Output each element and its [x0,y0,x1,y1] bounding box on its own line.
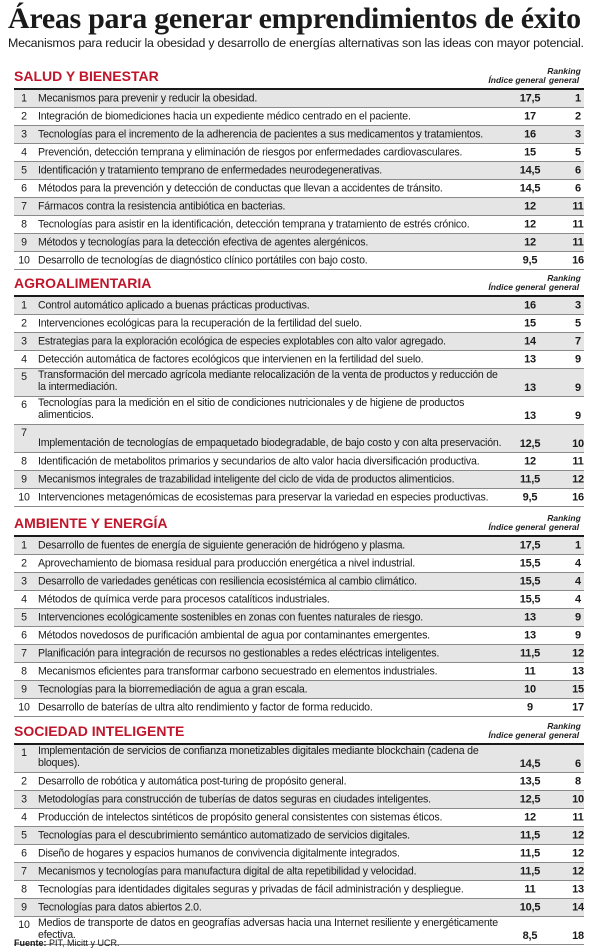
row-number: 8 [21,454,27,467]
table-row [14,471,584,489]
row-index-value: 11,5 [519,864,540,877]
row-description: Tecnologías para el descubrimiento semántico automatizado de servicios digitales. [38,828,410,841]
table-row [14,351,584,369]
row-ranking-value: 9 [575,628,581,641]
row-index-value: 12 [524,810,536,823]
row-description: Desarrollo de fuentes de energía de siguiente generación de hidrógeno y plasma. [38,538,406,551]
row-description: Implementación de servicios de confianza monetizables digitales mediante blockchain (cadena de bloques). [38,745,479,769]
row-index-value: 13 [524,381,536,394]
row-number: 6 [21,846,27,859]
row-number: 4 [21,592,27,605]
row-number: 6 [21,628,27,641]
row-ranking-value: 12 [572,864,584,877]
column-header-index: Índice general [488,730,546,740]
section-title: SALUD Y BIENESTAR [14,68,159,84]
row-description: Integración de biomediciones hacia un expediente médico centrado en el paciente. [38,109,411,122]
row-index-value: 11,5 [519,646,540,659]
row-ranking-value: 10 [572,792,584,805]
row-index-value: 14,5 [519,163,541,176]
table-row [14,234,584,252]
table-row [14,126,584,144]
row-number: 9 [21,682,27,695]
row-ranking-value: 1 [575,538,581,551]
row-description: Tecnologías para el incremento de la adherencia de pacientes a sus medicamentos y tratamientos. [38,127,484,140]
table-row [14,180,584,198]
row-index-value: 12,5 [519,437,541,450]
row-description: Aprovechamiento de biomasa residual para producción energética a nivel industrial. [38,556,415,569]
row-description: Métodos para la prevención y detección de conductas que llevan a accidentes de tránsito. [38,181,443,194]
table-row [14,591,584,609]
row-description: Métodos novedosos de purificación ambiental de agua por contaminantes emergentes. [38,628,430,641]
column-header-index: Índice general [488,522,546,532]
row-index-value: 9 [527,700,533,713]
row-index-value: 12 [524,454,536,467]
row-number: 4 [21,352,27,365]
row-ranking-value: 18 [572,929,584,942]
row-ranking-value: 12 [572,846,584,859]
table-row [14,609,584,627]
table-row [14,773,584,791]
column-header-ranking: Ranking general [547,66,581,85]
row-index-value: 11,5 [519,828,540,841]
row-ranking-value: 3 [575,298,581,311]
row-description: Mecanismos para prevenir y reducir la obesidad. [38,91,258,104]
row-ranking-value: 5 [575,316,581,329]
table-row [14,198,584,216]
row-number: 1 [21,538,27,551]
row-description: Mecanismos y tecnologías para manufactura digital de alta repetibilidad y velocidad. [38,864,417,877]
row-number: 9 [21,900,27,913]
row-index-value: 12,5 [519,792,541,805]
table-row [14,297,584,315]
row-description: Intervenciones metagenómicas de ecosistemas para preservar la variedad en especies productivas. [38,490,489,503]
section-header [14,713,584,745]
row-description: Transformación del mercado agrícola mediante relocalización de la venta de productos y reducción de la intermediación. [38,369,498,393]
row-number: 4 [21,810,27,823]
table-row [14,216,584,234]
row-description: Tecnologías para la medición en el sitio de condiciones nutricionales y de higiene de productos alimenticios. [38,397,465,421]
section-2 [14,505,584,717]
table-row [14,881,584,899]
section-header [14,505,584,537]
row-index-value: 16 [524,127,536,140]
row-index-value: 9,5 [522,490,538,503]
row-ranking-value: 15 [572,682,584,695]
table-row [14,863,584,881]
row-description: Prevención, detección temprana y eliminación de riesgos por enfermedades cardiovasculares. [38,145,463,158]
table-row [14,108,584,126]
row-description: Mecanismos integrales de trazabilidad inteligente del ciclo de vida de productos alimenticios. [38,472,455,485]
row-number: 5 [21,371,27,383]
row-index-value: 15,5 [519,556,541,569]
row-number: 6 [21,181,27,194]
row-index-value: 9,5 [522,253,538,266]
column-header-index: Índice general [488,282,546,292]
table-row [14,827,584,845]
row-description: Implementación de tecnologías de empaquetado biodegradable, de bajo costo y con alta preservación. [38,436,502,449]
row-ranking-value: 10 [572,437,584,450]
row-description: Desarrollo de tecnologías de diagnóstico clínico portátiles con bajo costo. [38,253,368,266]
table-row [14,90,584,108]
row-number: 3 [21,574,27,587]
row-number: 10 [18,700,30,713]
page-subtitle: Mecanismos para reducir la obesidad y desarrollo de energías alternativas son las ideas con mayor potencial. [8,36,584,50]
table-row [14,627,584,645]
row-index-value: 14,5 [519,181,541,194]
row-description: Estrategias para la exploración ecológica de especies explotables con alto valor agregado. [38,334,446,347]
row-ranking-value: 12 [572,828,584,841]
section-title: AMBIENTE Y ENERGÍA [14,515,168,531]
row-number: 2 [21,774,27,787]
row-number: 10 [18,253,30,266]
row-description: Desarrollo de robótica y automática post-turing de propósito general. [38,774,347,787]
table-row [14,425,584,453]
row-index-value: 10,5 [519,900,541,913]
section-1 [14,265,584,507]
row-number: 5 [21,163,27,176]
row-number: 8 [21,882,27,895]
table-row [14,555,584,573]
table-row [14,845,584,863]
row-index-value: 14 [524,334,536,347]
row-ranking-value: 13 [572,664,584,677]
row-index-value: 11,5 [519,472,540,485]
row-ranking-value: 6 [575,181,581,194]
row-ranking-value: 11 [572,235,584,248]
row-ranking-value: 16 [572,490,584,503]
row-index-value: 17 [524,109,536,122]
row-number: 5 [21,828,27,841]
row-index-value: 10 [524,682,536,695]
row-index-value: 15 [524,145,536,158]
section-3 [14,713,584,945]
row-ranking-value: 6 [575,163,581,176]
row-description: Detección automática de factores ecológicos que intervienen en la fertilidad del suelo. [38,352,424,365]
row-description: Intervenciones ecológicas para la recuperación de la fertilidad del suelo. [38,316,362,329]
row-index-value: 12 [524,217,536,230]
row-description: Métodos y tecnologías para la detección efectiva de agentes alergénicos. [38,235,369,248]
row-description: Tecnologías para identidades digitales seguras y privadas de fácil administración y despliegue. [38,882,464,895]
table-row [14,162,584,180]
section-0 [14,58,584,270]
row-ranking-value: 3 [575,127,581,140]
row-description: Mecanismos eficientes para transformar carbono secuestrado en elementos industriales. [38,664,438,677]
row-ranking-value: 5 [575,145,581,158]
row-index-value: 17,5 [519,538,541,551]
source-text: PIT, Micitt y UCR. [49,938,120,948]
row-index-value: 14,5 [519,757,541,770]
row-number: 7 [21,199,27,212]
row-ranking-value: 12 [572,472,584,485]
row-number: 9 [21,235,27,248]
row-number: 4 [21,145,27,158]
row-number: 1 [21,91,27,104]
row-ranking-value: 7 [575,334,581,347]
table-row [14,315,584,333]
row-number: 2 [21,316,27,329]
row-index-value: 13 [524,610,536,623]
table-row [14,899,584,917]
source-label: Fuente: [14,938,47,948]
row-ranking-value: 9 [575,381,581,394]
row-description: Producción de intelectos sintéticos de propósito general consistentes con sistemas éticos. [38,810,443,823]
row-index-value: 12 [524,235,536,248]
row-number: 8 [21,217,27,230]
row-number: 3 [21,334,27,347]
row-ranking-value: 11 [572,199,584,212]
row-description: Fármacos contra la resistencia antibiótica en bacterias. [38,199,286,212]
row-description: Identificación y tratamiento temprano de enfermedades neurodegenerativas. [38,163,383,176]
row-ranking-value: 8 [575,774,581,787]
row-description: Diseño de hogares y espacios humanos de convivencia digitalmente integrados. [38,846,400,859]
row-ranking-value: 6 [575,757,581,770]
row-number: 10 [18,919,30,931]
row-index-value: 13 [524,352,536,365]
row-number: 8 [21,664,27,677]
row-description: Metodologías para construcción de tuberías de datos seguras en ciudades inteligentes. [38,792,431,805]
row-index-value: 16 [524,298,536,311]
row-index-value: 11 [524,664,536,677]
column-header-ranking: Ranking general [547,273,581,292]
row-number: 2 [21,109,27,122]
section-header [14,265,584,297]
row-ranking-value: 16 [572,253,584,266]
row-number: 6 [21,399,27,411]
row-index-value: 15,5 [519,592,541,605]
row-description: Identificación de metabolitos primarios y secundarios de alto valor hacia diversificación productiva. [38,454,480,467]
row-index-value: 11 [524,882,536,895]
row-description: Control automático aplicado a buenas prácticas productivas. [38,298,310,311]
row-ranking-value: 9 [575,610,581,623]
row-number: 10 [18,490,30,503]
row-ranking-value: 4 [575,574,581,587]
row-description: Medios de transporte de datos en geografías adversas hacia una Internet resiliente y energéticamente efectiva. [38,917,498,941]
table-row [14,397,584,425]
row-index-value: 15,5 [519,574,541,587]
row-index-value: 13 [524,409,536,422]
row-index-value: 13 [524,628,536,641]
row-number: 1 [21,298,27,311]
row-ranking-value: 9 [575,352,581,365]
table-row [14,333,584,351]
table-row [14,573,584,591]
table-row [14,809,584,827]
row-description: Tecnologías para datos abiertos 2.0. [38,900,202,913]
row-number: 2 [21,556,27,569]
source-note [14,938,120,949]
table-row [14,537,584,555]
row-ranking-value: 11 [572,454,584,467]
table-row [14,144,584,162]
table-row [14,791,584,809]
table-row [14,369,584,397]
row-ranking-value: 1 [575,91,581,104]
row-number: 7 [21,646,27,659]
row-description: Planificación para integración de recursos no gestionables a redes eléctricas inteligentes. [38,646,440,659]
section-title: AGROALIMENTARIA [14,275,152,291]
page-title: Áreas para generar emprendimientos de éxito [8,2,581,35]
row-ranking-value: 13 [572,882,584,895]
row-description: Desarrollo de baterías de ultra alto rendimiento y factor de forma reducido. [38,700,373,713]
table-row [14,453,584,471]
row-ranking-value: 4 [575,556,581,569]
row-index-value: 8,5 [522,929,538,942]
row-description: Tecnologías para la biorremediación de agua a gran escala. [38,682,308,695]
table-row [14,645,584,663]
row-number: 9 [21,472,27,485]
row-ranking-value: 12 [572,646,584,659]
row-ranking-value: 14 [572,900,584,913]
column-header-ranking: Ranking general [547,721,581,740]
row-description: Métodos de química verde para procesos catalíticos industriales. [38,592,330,605]
column-header-index: Índice general [488,75,546,85]
row-index-value: 13,5 [519,774,541,787]
row-ranking-value: 9 [575,409,581,422]
row-ranking-value: 4 [575,592,581,605]
row-ranking-value: 11 [572,217,584,230]
column-header-ranking: Ranking general [547,513,581,532]
row-number: 1 [21,747,27,759]
table-row [14,663,584,681]
row-index-value: 15 [524,316,536,329]
section-header [14,58,584,90]
row-number: 7 [21,427,27,439]
row-number: 5 [21,610,27,623]
table-row [14,681,584,699]
row-description: Intervenciones ecológicamente sostenibles en zonas con fuentes naturales de riesgo. [38,610,424,623]
row-description: Tecnologías para asistir en la identificación, detección temprana y tratamiento de estrés crónico. [38,217,470,230]
row-ranking-value: 17 [572,700,584,713]
row-index-value: 11,5 [519,846,540,859]
row-index-value: 17,5 [519,91,541,104]
row-index-value: 12 [524,199,536,212]
section-title: SOCIEDAD INTELIGENTE [14,723,185,739]
table-row [14,745,584,773]
row-number: 3 [21,792,27,805]
row-description: Desarrollo de variedades genéticas con resiliencia ecosistémica al cambio climático. [38,574,417,587]
row-number: 7 [21,864,27,877]
row-ranking-value: 2 [575,109,581,122]
row-number: 3 [21,127,27,140]
row-ranking-value: 11 [572,810,584,823]
